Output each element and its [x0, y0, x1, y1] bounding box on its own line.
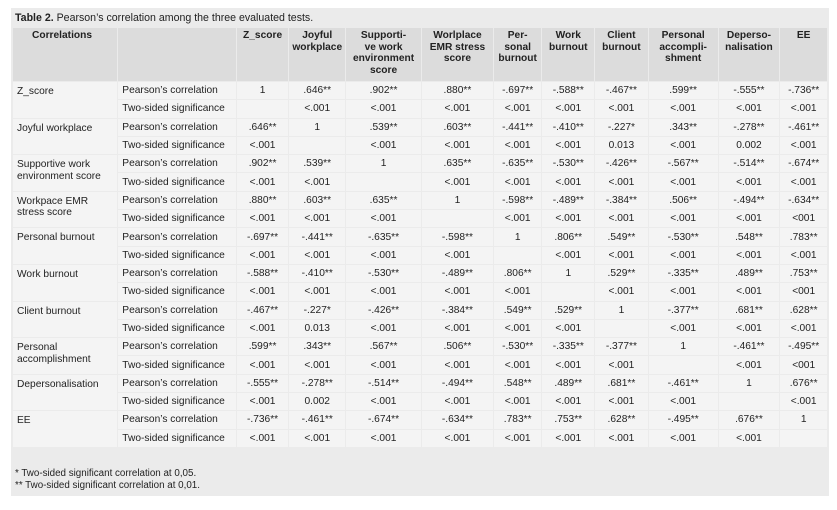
significance-cell: <.001 [237, 393, 289, 410]
correlation-cell: -.410** [542, 119, 594, 136]
significance-cell: 0.013 [595, 137, 648, 154]
correlation-cell: 1 [649, 338, 718, 355]
row-stat-label: Pearson’s correlation [118, 338, 235, 355]
correlation-cell: .549** [494, 302, 542, 319]
significance-cell: <.001 [542, 210, 594, 227]
correlation-cell: -.588** [237, 265, 289, 282]
row-stat-label: Two-sided significance [118, 320, 235, 337]
correlation-cell: .539** [346, 119, 421, 136]
correlation-cell: -.588** [542, 82, 594, 99]
significance-cell: <.001 [422, 356, 493, 373]
correlation-cell: -.567** [649, 155, 718, 172]
significance-cell: <.001 [649, 247, 718, 264]
significance-cell: 0.002 [289, 393, 345, 410]
significance-cell: <.001 [494, 283, 542, 300]
table-body [13, 82, 827, 447]
table-row [13, 430, 827, 447]
row-stat-label: Two-sided significance [118, 356, 235, 373]
correlation-cell: .549** [595, 228, 648, 245]
significance-cell: <.001 [346, 356, 421, 373]
significance-cell: <.001 [780, 247, 827, 264]
document-page [11, 8, 829, 496]
correlation-cell: -.441** [494, 119, 542, 136]
correlation-cell: .599** [649, 82, 718, 99]
column-header-line: Personal [661, 30, 705, 41]
row-variable-label: Personal accomplishment [13, 338, 117, 374]
significance-cell: <.001 [237, 320, 289, 337]
significance-cell: <.001 [422, 100, 493, 117]
row-stat-label: Two-sided significance [118, 173, 235, 190]
significance-cell: <.001 [346, 100, 421, 117]
correlation-cell: -.410** [289, 265, 345, 282]
column-header-line: burnout [549, 41, 588, 53]
significance-cell: <.001 [780, 100, 827, 117]
row-stat-label: Pearson’s correlation [118, 155, 235, 172]
row-variable-label: Depersonalisation [13, 375, 117, 411]
correlation-cell: .548** [719, 228, 780, 245]
column-header-line: Deperso- [726, 30, 772, 41]
row-stat-label: Pearson’s correlation [118, 228, 235, 245]
significance-cell: <.001 [649, 210, 718, 227]
significance-cell: <.001 [595, 247, 648, 264]
caption-label: Table 2. [15, 12, 54, 24]
significance-cell: <.001 [719, 320, 780, 337]
correlation-cell: .529** [595, 265, 648, 282]
significance-cell: <.001 [346, 247, 421, 264]
row-stat-label: Pearson’s correlation [118, 411, 235, 428]
column-header-line: Joyful [302, 30, 333, 41]
correlation-cell: -.384** [422, 302, 493, 319]
correlation-cell: -.461** [719, 338, 780, 355]
correlation-cell: .539** [289, 155, 345, 172]
column-header-line: Per- [507, 30, 528, 41]
correlation-cell: 1 [237, 82, 289, 99]
table-row [13, 265, 827, 282]
table-row [13, 119, 827, 136]
correlation-cell: -.495** [649, 411, 718, 428]
correlation-cell: -.227* [595, 119, 648, 136]
table-header-row [13, 28, 827, 81]
column-header [422, 28, 493, 81]
column-header [289, 28, 345, 81]
significance-cell [542, 283, 594, 300]
significance-cell: <.001 [422, 393, 493, 410]
row-variable-label: Workpace EMR stress score [13, 192, 117, 228]
significance-cell: <.001 [595, 393, 648, 410]
correlation-cell: .783** [494, 411, 542, 428]
significance-cell: <.001 [289, 210, 345, 227]
significance-cell: <.001 [780, 393, 827, 410]
correlation-cell: -.278** [289, 375, 345, 392]
correlation-cell: -.674** [346, 411, 421, 428]
significance-cell: <.001 [542, 320, 594, 337]
correlation-cell: -.335** [649, 265, 718, 282]
significance-cell: <.001 [237, 210, 289, 227]
column-header-line: Worlplace [433, 30, 482, 41]
table-row [13, 247, 827, 264]
correlation-cell: .343** [649, 119, 718, 136]
row-variable-label: Z_score [13, 82, 117, 118]
significance-cell: <.001 [422, 247, 493, 264]
correlation-cell: -.697** [237, 228, 289, 245]
correlation-cell: 1 [542, 265, 594, 282]
column-header-line: Supporti- [360, 30, 407, 41]
correlation-cell: -.384** [595, 192, 648, 209]
significance-cell: <.001 [422, 173, 493, 190]
significance-cell: <.001 [237, 356, 289, 373]
significance-cell: <.001 [346, 430, 421, 447]
correlation-cell: -.467** [595, 82, 648, 99]
column-header-line: Client [607, 30, 636, 41]
correlation-cell: .902** [237, 155, 289, 172]
significance-cell: <.001 [542, 173, 594, 190]
correlation-cell: 1 [422, 192, 493, 209]
column-header-line: Z_score [243, 30, 283, 41]
correlation-cell: .880** [422, 82, 493, 99]
correlation-cell: .635** [422, 155, 493, 172]
correlation-cell: 1 [595, 302, 648, 319]
column-header [780, 28, 827, 81]
significance-cell: <.001 [595, 100, 648, 117]
significance-cell [649, 356, 718, 373]
correlation-cell: .880** [237, 192, 289, 209]
significance-cell [422, 210, 493, 227]
significance-cell [346, 173, 421, 190]
column-header-line: burnout [498, 53, 537, 64]
significance-cell: <.001 [780, 173, 827, 190]
row-stat-label: Two-sided significance [118, 100, 235, 117]
column-header-line: workplace [292, 41, 343, 53]
significance-cell: <.001 [649, 393, 718, 410]
correlation-cell: -.530** [649, 228, 718, 245]
column-header-line: score [369, 64, 398, 76]
significance-cell: <.001 [494, 356, 542, 373]
significance-cell: <.001 [422, 283, 493, 300]
column-header [649, 28, 718, 81]
significance-cell: <.001 [346, 137, 421, 154]
significance-cell [595, 320, 648, 337]
correlation-cell: -.377** [595, 338, 648, 355]
significance-cell: <.001 [494, 137, 542, 154]
correlation-cell: .343** [289, 338, 345, 355]
significance-cell: <.001 [542, 430, 594, 447]
significance-cell: <.001 [649, 137, 718, 154]
significance-cell: <.001 [542, 393, 594, 410]
significance-cell: <.001 [649, 320, 718, 337]
correlation-cell: -.674** [780, 155, 827, 172]
row-variable-label: Supportive work environment score [13, 155, 117, 191]
correlation-cell: -.467** [237, 302, 289, 319]
correlation-cell: .681** [595, 375, 648, 392]
correlation-cell: -.635** [346, 228, 421, 245]
row-variable-label: EE [13, 411, 117, 447]
table-row [13, 173, 827, 190]
correlation-cell: -.555** [719, 82, 780, 99]
correlation-cell: .628** [780, 302, 827, 319]
correlation-cell: -.530** [494, 338, 542, 355]
correlation-cell: -.635** [494, 155, 542, 172]
correlation-cell: .567** [346, 338, 421, 355]
correlation-cell: .646** [237, 119, 289, 136]
significance-cell: <.001 [346, 210, 421, 227]
significance-cell: <.001 [346, 393, 421, 410]
significance-cell: <.001 [542, 137, 594, 154]
footnote: ** Two-sided significant correlation at 0,01. [15, 479, 200, 491]
significance-cell: <.001 [719, 100, 780, 117]
significance-cell: <.001 [237, 430, 289, 447]
significance-cell: <.001 [542, 100, 594, 117]
significance-cell: <.001 [422, 137, 493, 154]
correlation-cell: .506** [422, 338, 493, 355]
significance-cell: <.001 [346, 283, 421, 300]
significance-cell: <001 [780, 283, 827, 300]
table-row [13, 302, 827, 319]
row-variable-label: Personal burnout [13, 228, 117, 264]
correlation-cell: -.377** [649, 302, 718, 319]
table-footnotes [15, 468, 200, 491]
table-row [13, 393, 827, 410]
significance-cell: <.001 [494, 393, 542, 410]
significance-cell: <001 [780, 210, 827, 227]
significance-cell: <.001 [289, 247, 345, 264]
significance-cell: <.001 [494, 430, 542, 447]
table-row [13, 375, 827, 392]
correlation-cell: .902** [346, 82, 421, 99]
correlation-cell: 1 [289, 119, 345, 136]
correlation-cell: .676** [719, 411, 780, 428]
correlation-cell: -.489** [542, 192, 594, 209]
correlation-cell: -.495** [780, 338, 827, 355]
correlation-cell: .635** [346, 192, 421, 209]
significance-cell: <.001 [719, 430, 780, 447]
column-header-line: EE [796, 30, 811, 41]
column-header-line: EMR stress [429, 41, 486, 53]
correlation-cell: .603** [422, 119, 493, 136]
table-row [13, 155, 827, 172]
correlation-cell: .489** [719, 265, 780, 282]
significance-cell: <.001 [494, 100, 542, 117]
significance-cell: <.001 [494, 210, 542, 227]
correlation-cell: .806** [494, 265, 542, 282]
correlation-cell: -.494** [719, 192, 780, 209]
significance-cell: <.001 [649, 430, 718, 447]
significance-cell: <.001 [595, 356, 648, 373]
table-row [13, 320, 827, 337]
significance-cell [237, 100, 289, 117]
correlation-cell: -.598** [494, 192, 542, 209]
significance-cell: <.001 [719, 356, 780, 373]
correlation-cell: -.555** [237, 375, 289, 392]
row-stat-label: Two-sided significance [118, 430, 235, 447]
correlation-cell: -.634** [422, 411, 493, 428]
stat-header [118, 28, 235, 81]
correlation-cell: 1 [780, 411, 827, 428]
row-stat-label: Pearson’s correlation [118, 375, 235, 392]
column-header-line: Work [555, 30, 581, 41]
significance-cell: <.001 [719, 283, 780, 300]
significance-cell: <.001 [649, 283, 718, 300]
significance-cell: <001 [780, 356, 827, 373]
significance-cell: <.001 [289, 173, 345, 190]
row-stat-label: Two-sided significance [118, 137, 235, 154]
significance-cell: <.001 [719, 210, 780, 227]
correlation-cell: -.736** [237, 411, 289, 428]
correlation-cell: -.598** [422, 228, 493, 245]
column-header [719, 28, 780, 81]
correlation-cell: .506** [649, 192, 718, 209]
significance-cell: <.001 [494, 173, 542, 190]
significance-cell: <.001 [649, 173, 718, 190]
significance-cell: <.001 [422, 430, 493, 447]
significance-cell: <.001 [719, 173, 780, 190]
row-stat-label: Pearson’s correlation [118, 302, 235, 319]
significance-cell: <.001 [237, 137, 289, 154]
column-header [346, 28, 421, 81]
correlation-cell: 1 [719, 375, 780, 392]
column-header-line: ve work [364, 41, 403, 53]
correlation-cell: -.494** [422, 375, 493, 392]
significance-cell: <.001 [494, 320, 542, 337]
significance-cell: <.001 [289, 356, 345, 373]
row-variable-label: Work burnout [13, 265, 117, 301]
column-header [595, 28, 648, 81]
column-header-line: environment [352, 53, 415, 64]
row-stat-label: Two-sided significance [118, 210, 235, 227]
column-header-line: accompli- [659, 41, 707, 53]
footnote: * Two-sided significant correlation at 0,05. [15, 468, 197, 479]
table-row [13, 338, 827, 355]
table-row [13, 137, 827, 154]
row-stat-label: Pearson’s correlation [118, 265, 235, 282]
correlation-cell: -.634** [780, 192, 827, 209]
correlation-cell: .676** [780, 375, 827, 392]
row-stat-label: Two-sided significance [118, 283, 235, 300]
correlation-cell: .753** [542, 411, 594, 428]
significance-cell [719, 393, 780, 410]
row-stat-label: Pearson’s correlation [118, 192, 235, 209]
significance-cell: <.001 [289, 100, 345, 117]
significance-cell: 0.002 [719, 137, 780, 154]
correlation-cell: .783** [780, 228, 827, 245]
column-header-line: shment [665, 53, 702, 64]
correlation-cell: .806** [542, 228, 594, 245]
column-header [494, 28, 542, 81]
table-row [13, 356, 827, 373]
significance-cell: <.001 [595, 173, 648, 190]
correlation-cell: .529** [542, 302, 594, 319]
corner-header: Correlations [13, 28, 117, 81]
column-header [237, 28, 289, 81]
correlation-cell: .603** [289, 192, 345, 209]
column-header [542, 28, 594, 81]
table-row [13, 192, 827, 209]
significance-cell: <.001 [780, 320, 827, 337]
significance-cell: <.001 [649, 100, 718, 117]
significance-cell: <.001 [595, 283, 648, 300]
correlation-cell: -.461** [289, 411, 345, 428]
significance-cell: <.001 [719, 247, 780, 264]
table-row [13, 411, 827, 428]
table-row [13, 228, 827, 245]
significance-cell: <.001 [346, 320, 421, 337]
correlation-cell: .599** [237, 338, 289, 355]
correlation-cell: .753** [780, 265, 827, 282]
significance-cell: <.001 [237, 283, 289, 300]
row-variable-label: Client burnout [13, 302, 117, 338]
correlation-table [12, 27, 828, 448]
table-row [13, 210, 827, 227]
table-row [13, 100, 827, 117]
column-header-line: score [443, 53, 472, 64]
significance-cell: <.001 [542, 247, 594, 264]
significance-cell [780, 430, 827, 447]
correlation-cell: -.736** [780, 82, 827, 99]
row-variable-label: Joyful workplace [13, 119, 117, 155]
significance-cell: <.001 [595, 210, 648, 227]
significance-cell [289, 137, 345, 154]
correlation-cell: -.514** [346, 375, 421, 392]
correlation-cell: .681** [719, 302, 780, 319]
correlation-cell: -.697** [494, 82, 542, 99]
significance-cell: <.001 [595, 430, 648, 447]
correlation-cell: -.278** [719, 119, 780, 136]
significance-cell [494, 247, 542, 264]
correlation-cell: -.461** [649, 375, 718, 392]
row-stat-label: Two-sided significance [118, 247, 235, 264]
correlation-cell: -.489** [422, 265, 493, 282]
correlation-cell: -.441** [289, 228, 345, 245]
correlation-cell: -.530** [346, 265, 421, 282]
correlation-cell: 1 [346, 155, 421, 172]
correlation-cell: .646** [289, 82, 345, 99]
correlation-cell: -.461** [780, 119, 827, 136]
correlation-cell: .628** [595, 411, 648, 428]
column-header-line: nalisation [725, 41, 773, 53]
significance-cell: <.001 [237, 247, 289, 264]
significance-cell: <.001 [289, 283, 345, 300]
significance-cell: <.001 [289, 430, 345, 447]
correlation-cell: -.335** [542, 338, 594, 355]
correlation-cell: -.227* [289, 302, 345, 319]
table-row [13, 82, 827, 99]
significance-cell: <.001 [237, 173, 289, 190]
correlation-cell: .548** [494, 375, 542, 392]
row-stat-label: Pearson’s correlation [118, 82, 235, 99]
significance-cell: <.001 [542, 356, 594, 373]
correlation-cell: -.514** [719, 155, 780, 172]
significance-cell: 0.013 [289, 320, 345, 337]
row-stat-label: Two-sided significance [118, 393, 235, 410]
correlation-cell: 1 [494, 228, 542, 245]
table-row [13, 283, 827, 300]
column-header-line: burnout [602, 41, 641, 53]
significance-cell: <.001 [780, 137, 827, 154]
caption-text: Pearson’s correlation among the three evaluated tests. [53, 12, 314, 24]
correlation-cell: -.530** [542, 155, 594, 172]
correlation-cell: -.426** [595, 155, 648, 172]
row-stat-label: Pearson’s correlation [118, 119, 235, 136]
column-header-line: sonal [504, 41, 531, 53]
correlation-cell: -.426** [346, 302, 421, 319]
correlation-cell: .489** [542, 375, 594, 392]
table-caption [15, 11, 313, 25]
significance-cell: <.001 [422, 320, 493, 337]
